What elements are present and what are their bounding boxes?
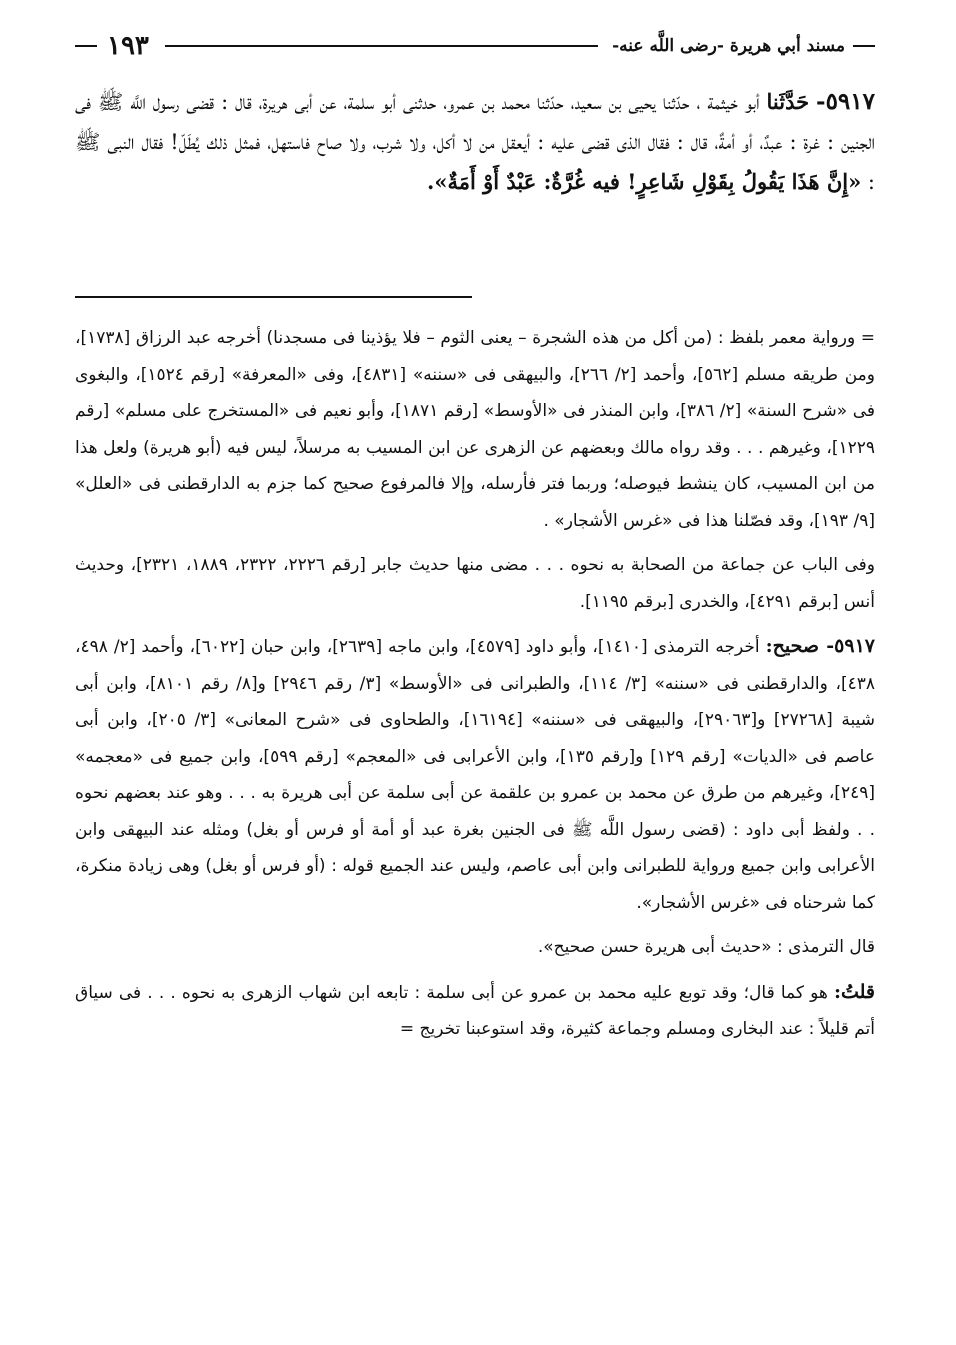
- footnote-continuation: = ورواية معمر بلفظ : (من أكل من هذه الشجرة – يعنى الثوم – فلا يؤذينا فى مسجدنا) أخرجه عبد الرزاق [١٧٣٨]، ومن طريقه مسلم [٥٦٢]، وأحمد [٢/ ٢٦٦]، والبيهقى فى «سننه» [٤٨٣١]، وفى «المعرفة» [رقم ١٥٢٤]، والبغوى فى «شرح السنة» [٢/ ٣٨٦]، وابن المنذر فى «الأوسط» [رقم ١٨٧١]، وأبو نعيم فى «المستخرج على مسلم» [رقم ١٢٢٩]، وغيرهم . . . وقد رواه مالك وبعضهم عن الزهرى عن ابن المسيب به مرسلاً، ليس فيه (أبو هريرة) ولعل هذا من ابن المسيب، كان ينشط فيوصله؛ وربما فتر فأرسله، وإلا فالمرفوع صحيح كما جزم به الدارقطنى فى «العلل» [٩/ ١٩٣]، وقد فصّلنا هذا فى «غرس الأشجار» .: [75, 328, 876, 531]
- header-rule-lead: [853, 45, 875, 47]
- footnote-tirmidhi: قال الترمذى : «حديث أبى هريرة حسن صحيح».: [537, 937, 875, 957]
- takhrij-label: ٥٩١٧- صحيح:: [765, 635, 875, 657]
- hadith-prophetic-quote: «إِنَّ هَذَا يَقُولُ بِقَوْلِ شَاعِرٍ! فيه غُرَّةٌ: عَبْدٌ أَوْ أَمَةٌ».: [427, 169, 862, 194]
- page-number: ١٩٣: [107, 31, 149, 61]
- footnote-takhrij: [75, 628, 875, 921]
- author-comment-label: قلتُ:: [833, 980, 876, 1003]
- takhrij-text: أخرجه الترمذى [١٤١٠]، وأبو داود [٤٥٧٩]، وابن ماجه [٢٦٣٩]، وابن حبان [٦٠٢٢]، وأحمد [٢/ ٤٩٨، ٤٣٨]، والدارقطنى فى «سننه» [٣/ ١١٤]، والطبرانى فى «الأوسط» [٣/ رقم ٢٩٤٦] و[٨/ رقم ٨١٠١]، وابن أبى شيبة [٢٧٢٦٨] و[٢٩٠٦٣]، والبيهقى فى «سننه» [١٦١٩٤]، والطحاوى فى «شرح المعانى» [٣/ ٢٠٥]، وابن أبى عاصم فى «الديات» [رقم ١٢٩] و[رقم ١٣٥]، وابن الأعرابى فى «المعجم» [رقم ٥٩٩]، وابن جميع فى «معجمه» [٢٤٩]، وغيرهم من طرق عن محمد بن عمرو بن علقمة عن أبى سلمة عن أبى هريرة به . . . وهو عند بعضهم نحوه . . ولفظ أبى داود : (قضى رسول اللَّه ﷺ فى الجنين بغرة عبد أو أمة أو فرس أو بغل) ومثله عند البيهقى وابن الأعرابى وابن جميع ورواية للطبرانى وابن أبى عاصم، وليس عند الجميع قوله : (أو فرس أو بغل) وهى زيادة منكرة، كما شرحناه فى «غرس الأشجار».: [75, 637, 876, 913]
- hadith-chain-and-story: أبو خيثمة ، حدّثنا يحيى بن سعيد، حدّثنا محمد بن عمرو، حدثنى أبو سلمة، عن أبى هريرة، قال : قضى رسول اللَّه ﷺ فى الجنين : غرة : عبدٌ، أو أمةٌ، قال : فقال الذى قضى عليه : أيعقل من لا أكل، ولا شرب، ولا صاح فاستهل، فمثل ذلك يُطَلّ! فقال النبى ﷺ :: [75, 90, 875, 194]
- running-title: مسند أبي هريرة -رضى اللَّه عنه-: [612, 36, 845, 56]
- running-header: [75, 26, 875, 66]
- footnotes: [75, 320, 875, 1056]
- hadith-lead-word: حَدَّثَنا: [766, 89, 810, 114]
- footnote-author-comment: [75, 974, 875, 1048]
- hadith-number: ٥٩١٧-: [816, 88, 875, 115]
- footnote-divider: [75, 296, 472, 298]
- footnote-same-chapter: وفى الباب عن جماعة من الصحابة به نحوه . . . مضى منها حديث جابر [رقم ٢٢٢٦، ٢٣٢٢، ١٨٨٩، ٢٣٢١]، وحديث أنس [برقم ٤٢٩١]، والخدرى [برقم ١١٩٥].: [75, 555, 876, 612]
- author-comment-text: هو كما قال؛ وقد توبع عليه محمد بن عمرو عن أبى سلمة : تابعه ابن شهاب الزهرى به نحوه . . . فى سياق أتم قليلاً : عند البخارى ومسلم وجماعة كثيرة، وقد استوعبنا تخريج =: [75, 982, 875, 1039]
- header-rule-trail: [75, 45, 97, 47]
- hadith-text: [75, 82, 875, 202]
- header-rule: [165, 45, 598, 47]
